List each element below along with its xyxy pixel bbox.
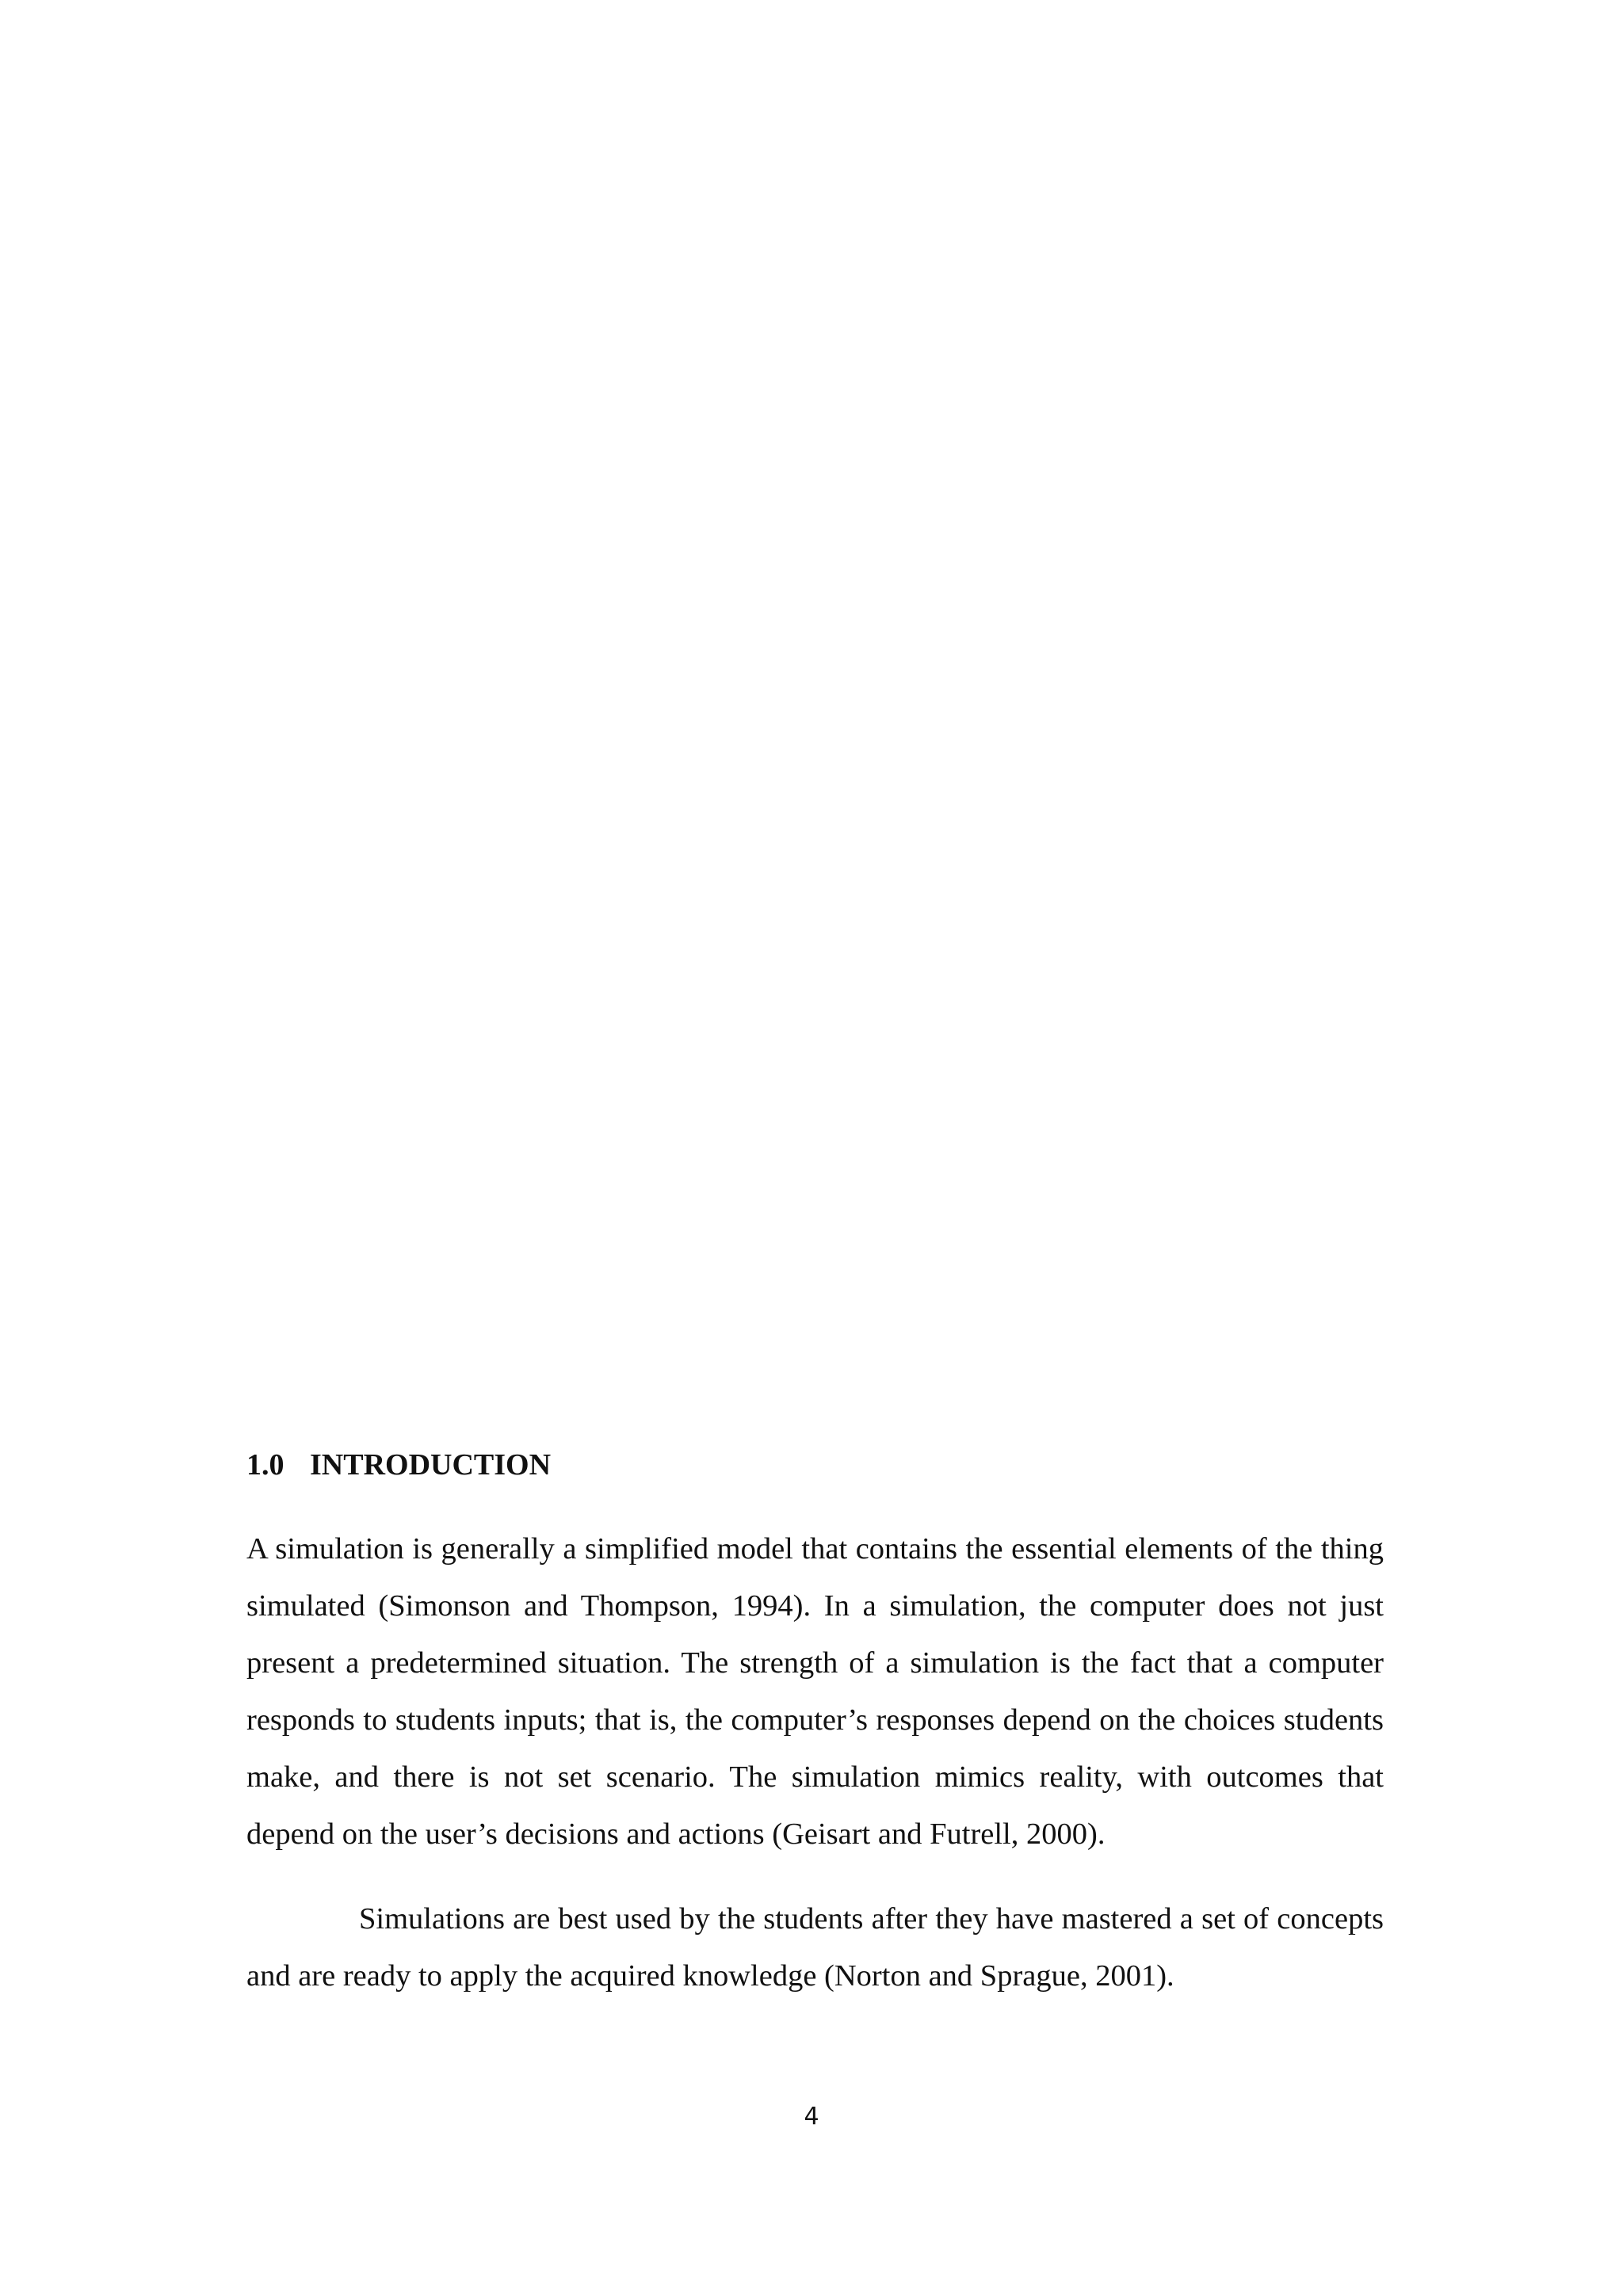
section-title: INTRODUCTION xyxy=(310,1448,552,1482)
paragraph-2: Simulations are best used by the students after they have mastered a set of concepts and are ready to apply the acquired knowledge (Norton and Sprague, 2001). xyxy=(246,1902,1384,1993)
page-number: 4 xyxy=(804,2103,819,2130)
section-heading xyxy=(246,1446,1384,1484)
section-number: 1.0 xyxy=(246,1448,285,1482)
paragraph-1: A simulation is generally a simplified model that contains the essential elements of the thing simulated (Simonson and Thompson, 1994). In a simulation, the computer does not just present a predetermined situation. The strength of a simulation is the fact that a computer responds to students inputs; that is, the computer’s responses depend on the choices students make, and there is not set scenario. The simulation mimics reality, with outcomes that depend on the user’s decisions and actions (Geisart and Futrell, 2000). xyxy=(246,1532,1384,1851)
page-content xyxy=(246,1446,1384,2004)
